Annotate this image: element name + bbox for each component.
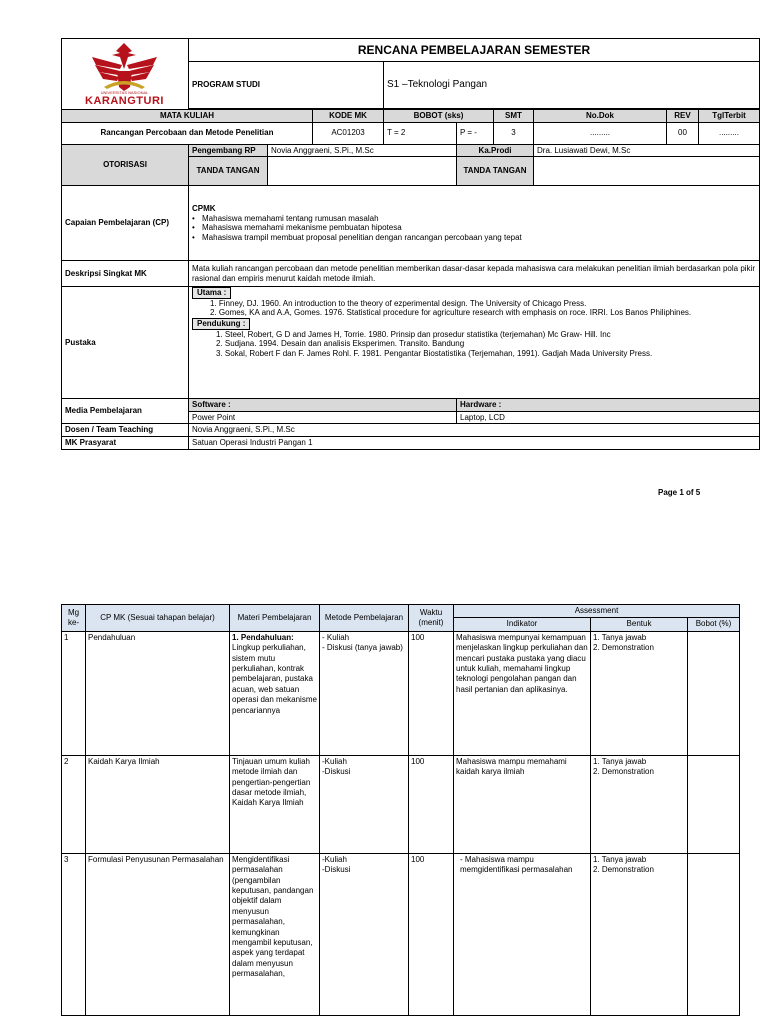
media-label: Media Pembelajaran	[62, 399, 189, 424]
page-number: Page 1 of 5	[658, 488, 701, 497]
dosen-value: Novia Anggraeni, S.Pi., M.Sc	[189, 424, 760, 437]
bentuk-header: Bentuk	[591, 618, 688, 631]
tanda-tangan-label-2: TANDA TANGAN	[457, 157, 534, 186]
waktu-cell: 100	[409, 853, 454, 1015]
pendukung-item: 2. Sudjana. 1994. Desain dan analisis Eksperimen. Transito. Bandung	[216, 339, 465, 349]
materi-cell	[230, 631, 320, 755]
bobot-cell	[688, 631, 740, 755]
mata-kuliah-header: MATA KULIAH	[62, 110, 313, 123]
pengembang-label: Pengembang RP	[189, 144, 268, 157]
utama-item: 1. Finney, DJ. 1960. An introduction to the theory of ezperimental design. The University of Chicago Press.	[210, 298, 587, 308]
bentuk-cell	[591, 631, 688, 755]
kode-mk-header: KODE MK	[313, 110, 384, 123]
bentuk-item: 2. Demonstration	[593, 767, 654, 777]
week-number: 2	[62, 755, 86, 853]
tanda-tangan-label-1: TANDA TANGAN	[189, 157, 268, 186]
bentuk-item: 2. Demonstration	[593, 643, 654, 653]
metode-header: Metode Pembelajaran	[320, 605, 409, 632]
hardware-value: Laptop, LCD	[457, 411, 760, 424]
cpmk-item: • Mahasiswa trampil membuat proposal penelitian dengan rancangan percobaan yang tepat	[192, 233, 756, 243]
tanda-tangan-box-2	[534, 157, 760, 186]
rev-value: 00	[667, 122, 699, 144]
indikator-cell: - Mahasiswa mampu memgidentifikasi permasalahan	[454, 853, 591, 1015]
software-value: Power Point	[189, 411, 457, 424]
rev-header: REV	[667, 110, 699, 123]
smt-header: SMT	[494, 110, 534, 123]
tgl-terbit-header: TglTerbit	[699, 110, 760, 123]
logo-subtext: UNIVERSITAS NASIONAL	[100, 90, 149, 95]
week-number: 3	[62, 853, 86, 1015]
metode-cell: - Kuliah - Diskusi (tanya jawab)	[320, 631, 409, 755]
table-row	[62, 853, 740, 1015]
pendukung-item: 3. Sokal, Robert F dan F. James Rohl. F. 1981. Pengantar Biostatistika (Terjemahan, 1991). Gadjah Mada University Press.	[216, 348, 653, 358]
cp-mk-cell: Kaidah Karya Ilmiah	[86, 755, 230, 853]
bentuk-item: 1. Tanya jawab	[593, 854, 647, 864]
bentuk-item: 2. Demonstration	[593, 865, 654, 875]
bobot-header: Bobot (%)	[688, 618, 740, 631]
assessment-header: Assessment	[454, 605, 740, 618]
waktu-cell: 100	[409, 755, 454, 853]
hardware-label: Hardware :	[457, 399, 760, 412]
document-title: RENCANA PEMBELAJARAN SEMESTER	[189, 39, 760, 62]
cpmk-heading: CPMK	[192, 204, 216, 213]
pustaka-content	[189, 287, 760, 399]
materi-header: Materi Pembelajaran	[230, 605, 320, 632]
no-dok-value: .........	[534, 122, 667, 144]
bentuk-cell	[591, 853, 688, 1015]
mg-header: Mg ke-	[62, 605, 86, 632]
utama-label: Utama :	[192, 287, 231, 299]
cpmk-item: • Mahasiswa memahami mekanisme pembuatan hipotesa	[192, 223, 756, 233]
bentuk-item: 1. Tanya jawab	[593, 632, 647, 642]
no-dok-header: No.Dok	[534, 110, 667, 123]
table-row	[62, 631, 740, 755]
otorisasi-label: OTORISASI	[62, 144, 189, 186]
materi-text: Lingkup perkuliahan, sistem mutu perkuliahan, kontrak pembelajaran, pustaka acuan, web satuan operasi dan mekanisme pencariannya	[232, 643, 317, 715]
cp-label: Capaian Pembelajaran (CP)	[62, 186, 189, 261]
pengembang-value: Novia Anggraeni, S.Pi., M.Sc	[268, 144, 457, 157]
cp-mk-cell: Pendahuluan	[86, 631, 230, 755]
bobot-p: P = -	[457, 122, 494, 144]
week-number: 1	[62, 631, 86, 755]
materi-title: 1. Pendahuluan:	[232, 632, 294, 642]
metode-cell: -Kuliah -Diskusi	[320, 755, 409, 853]
cp-mk-header: CP MK (Sesuai tahapan belajar)	[86, 605, 230, 632]
bobot-cell	[688, 755, 740, 853]
course-code: AC01203	[313, 122, 384, 144]
metode-cell: -Kuliah -Diskusi	[320, 853, 409, 1015]
prasyarat-label: MK Prasyarat	[62, 436, 189, 449]
waktu-header: Waktu (menit)	[409, 605, 454, 632]
logo-cell	[62, 39, 189, 110]
pendukung-label: Pendukung :	[192, 318, 250, 330]
university-logo	[62, 39, 188, 109]
deskripsi-label: Deskripsi Singkat MK	[62, 261, 189, 287]
bentuk-cell	[591, 755, 688, 853]
dosen-label: Dosen / Team Teaching	[62, 424, 189, 437]
kaprodi-label: Ka.Prodi	[457, 144, 534, 157]
schedule-table	[61, 604, 740, 1016]
materi-text: Tinjauan umum kuliah metode ilmiah dan pengertian-pengertian dasar metode ilmiah, Kaidah Karya Ilmiah	[230, 755, 320, 853]
course-name: Rancangan Percobaan dan Metode Penelitian	[62, 122, 313, 144]
rps-header-table	[61, 38, 760, 450]
pendukung-item: 1. Steel, Robert, G D and James H, Torrie. 1980. Prinsip dan prosedur statistika (terjemahan) Mc Graw- Hill. Inc	[216, 329, 611, 339]
kaprodi-value: Dra. Lusiawati Dewi, M.Sc	[534, 144, 760, 157]
cpmk-item: • Mahasiswa memahami tentang rumusan masalah	[192, 214, 756, 224]
indikator-header: Indikator	[454, 618, 591, 631]
deskripsi-text: Mata kuliah rancangan percobaan dan metode penelitian memberikan dasar-dasar kepada mahasiswa cara melakukan penelitian ilmiah berdasarkan pola pikir rasional dan empiris menurut kaidah metode ilmiah.	[189, 261, 760, 287]
tgl-terbit-value: .........	[699, 122, 760, 144]
software-label: Software :	[189, 399, 457, 412]
cp-mk-cell: Formulasi Penyusunan Permasalahan	[86, 853, 230, 1015]
utama-item: 2. Gomes, KA and A.A, Gomes. 1976. Statistical procedure for agriculture research with emphasis on roce. IRRI. Los Banos Philiphines.	[210, 308, 692, 318]
indikator-cell: Mahasiswa mampu memahami kaidah karya ilmiah	[454, 755, 591, 853]
bobot-header: BOBOT (sks)	[384, 110, 494, 123]
semester: 3	[494, 122, 534, 144]
program-studi-value: S1 –Teknologi Pangan	[384, 62, 760, 109]
waktu-cell: 100	[409, 631, 454, 755]
program-studi-label: PROGRAM STUDI	[189, 62, 384, 109]
bobot-t: T = 2	[384, 122, 457, 144]
indikator-cell: Mahasiswa mempunyai kemampuan menjelaskan lingkup perkuliahan dan mencari pustaka pustaka yang diacu untuk kuliah, memahami lingkup teknologi pengolahan pangan dan hasil pertanian dan aplikasinya.	[454, 631, 591, 755]
cpmk-list	[192, 214, 756, 243]
prasyarat-value: Satuan Operasi Industri Pangan 1	[189, 436, 760, 449]
pustaka-label: Pustaka	[62, 287, 189, 399]
cp-content	[189, 186, 760, 261]
table-row	[62, 755, 740, 853]
tanda-tangan-box-1	[268, 157, 457, 186]
bentuk-item: 1. Tanya jawab	[593, 756, 647, 766]
bobot-cell	[688, 853, 740, 1015]
materi-text: Mengidentifikasi permasalahan (pengambilan keputusan, pandangan objektif dalam menyusun permasalahan, kemungkinan mengambil keputusan, aspek yang terdapat dalam menyusun permasalahan,	[230, 853, 320, 1015]
logo-text: KARANGTURI	[85, 95, 164, 107]
